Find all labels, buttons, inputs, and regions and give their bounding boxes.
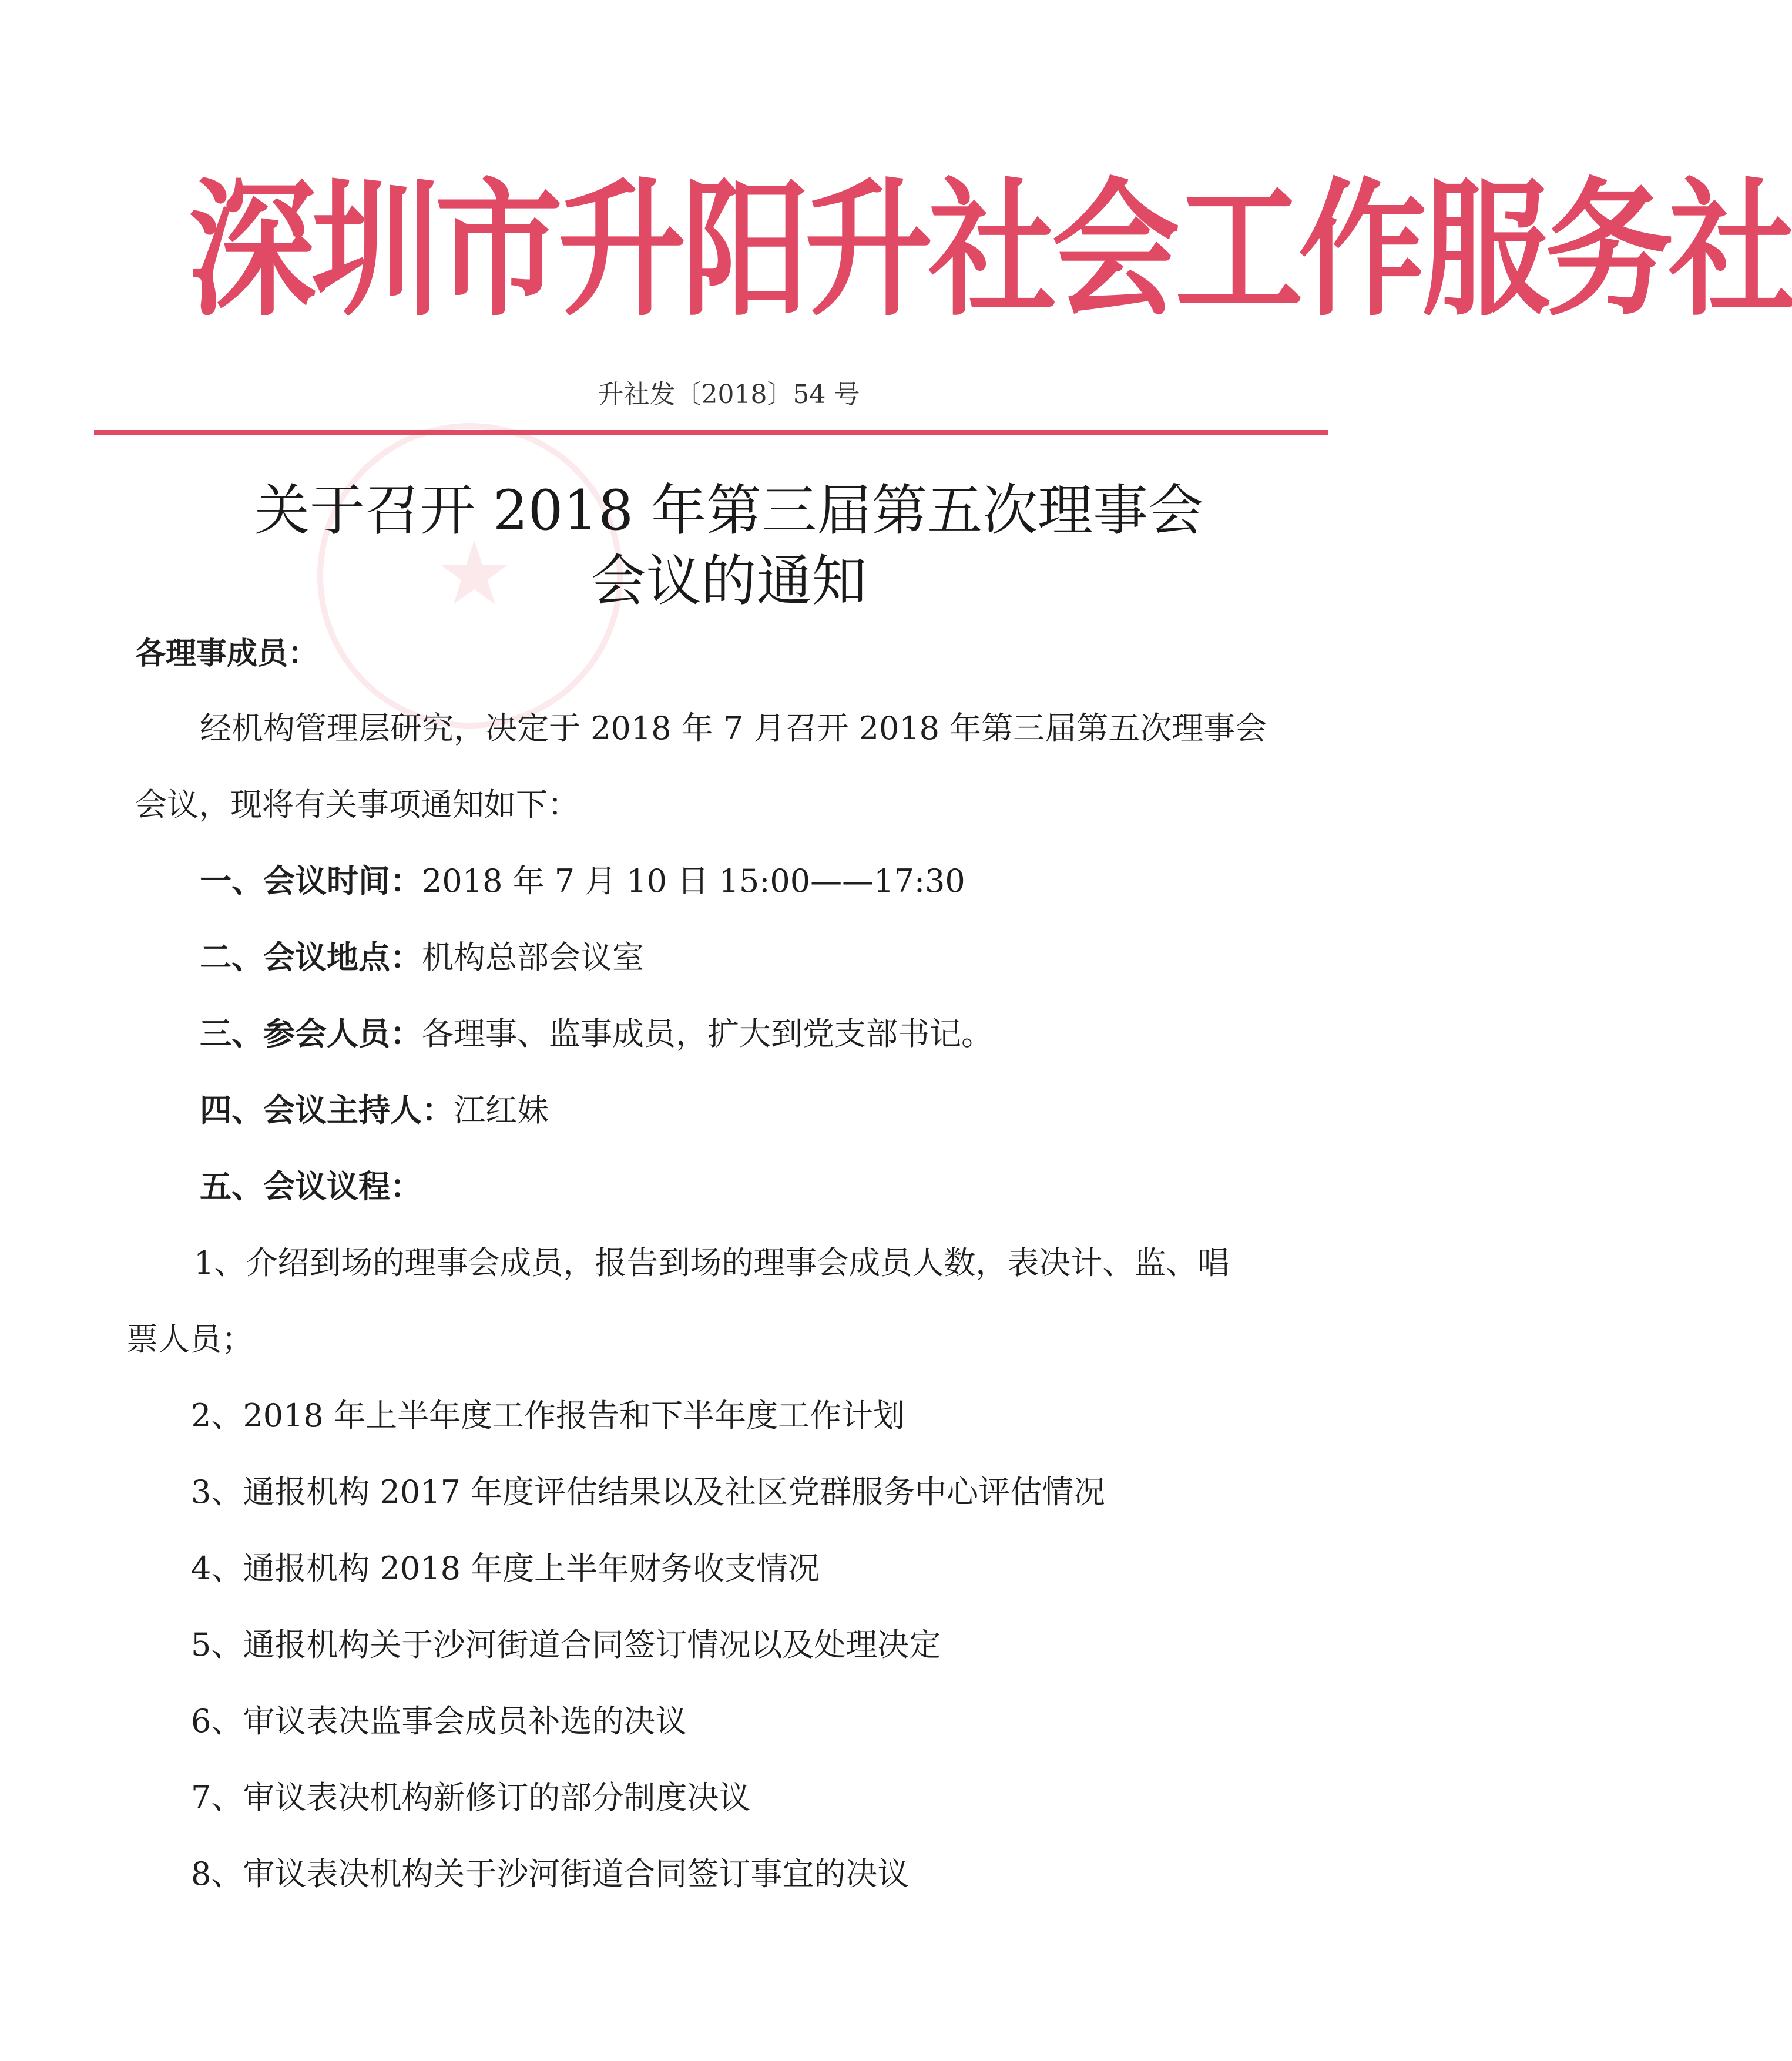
item-value: 江红妹 — [454, 1092, 549, 1129]
item-label: 一、会议时间： — [200, 862, 422, 899]
agenda-item-8: 8、审议表决机构关于沙河街道合同签订事宜的决议 — [191, 1855, 910, 1892]
item-label: 五、会议议程： — [200, 1168, 422, 1205]
agenda-item-7: 7、审议表决机构新修订的部分制度决议 — [191, 1779, 751, 1816]
letterhead-title: 深圳市升阳升社会工作服务社 — [188, 165, 1792, 337]
item-meeting-time — [200, 861, 965, 902]
item-label: 四、会议主持人： — [200, 1092, 454, 1129]
item-value: 机构总部会议室 — [422, 939, 644, 976]
item-value: 各理事、监事成员，扩大到党支部书记。 — [422, 1015, 993, 1052]
item-attendees — [200, 1013, 993, 1055]
agenda-item-2: 2、2018 年上半年度工作报告和下半年度工作计划 — [191, 1397, 905, 1434]
notice-title-line-2: 会议的通知 — [590, 549, 867, 613]
agenda-item-1-line-1: 1、介绍到场的理事会成员，报告到场的理事会成员人数，表决计、监、唱 — [194, 1244, 1230, 1281]
seal-star-icon: ★ — [435, 523, 514, 625]
agenda-item-3: 3、通报机构 2017 年度评估结果以及社区党群服务中心评估情况 — [191, 1473, 1106, 1510]
notice-title-line-1: 关于召开 2018 年第三届第五次理事会 — [254, 479, 1203, 543]
agenda-item-4: 4、通报机构 2018 年度上半年财务收支情况 — [191, 1550, 820, 1587]
item-label: 二、会议地点： — [200, 939, 422, 976]
agenda-item-5: 5、通报机构关于沙河街道合同签订情况以及处理决定 — [191, 1626, 941, 1663]
agenda-item-1-line-2: 票人员； — [126, 1321, 253, 1358]
item-value: 2018 年 7 月 10 日 15:00——17:30 — [422, 862, 965, 899]
salutation: 各理事成员： — [135, 636, 319, 672]
intro-line-2: 会议，现将有关事项通知如下： — [135, 786, 579, 823]
item-meeting-place — [200, 937, 644, 978]
red-divider-line — [94, 430, 1328, 435]
item-host — [200, 1090, 549, 1131]
document-number: 升社发〔2018〕54 号 — [598, 380, 860, 409]
intro-line-1: 经机构管理层研究，决定于 2018 年 7 月召开 2018 年第三届第五次理事会 — [200, 710, 1267, 747]
item-agenda-heading — [200, 1166, 422, 1207]
agenda-item-6: 6、审议表决监事会成员补选的决议 — [191, 1703, 687, 1740]
item-label: 三、参会人员： — [200, 1015, 422, 1052]
